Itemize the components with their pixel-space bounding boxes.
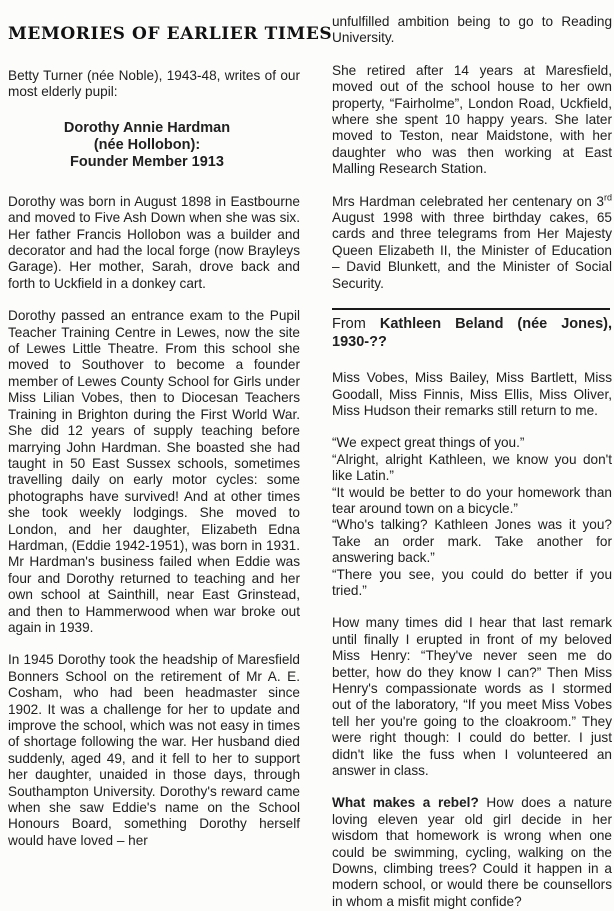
quote-line-2: “Alright, alright Kathleen, we know you don't like Latin.” [332, 451, 612, 484]
quote-line-1: “We expect great things of you.” [332, 435, 525, 451]
rebel-question-body: How does a nature loving eleven year old girl decide in her wisdom that homework is wrong when one could be swimming, cycling, walking on the Downs, climbing trees? Could it happen in a modern school, or would there be counsellors in whom a misfit might confide? [332, 795, 613, 909]
rebel-question-lead: What makes a rebel? [332, 795, 479, 811]
paragraph-dorothy-birth: Dorothy was born in August 1898 in Eastbourne and moved to Five Ash Down when she was six. Her father Francis Hollobon was a builder and decorator and had the local forge (now Brayleys Garage). Her mother, Sarah, drove back and forth to Uckfield in a donkey cart. [8, 193, 300, 291]
subheading-line-3: Founder Member 1913 [70, 153, 224, 170]
article-subheading [8, 120, 286, 171]
paragraph-dorothy-career: Dorothy passed an entrance exam to the Pupil Teacher Training Centre in Lewes, now the site of Lewes Little Theatre. From this school she moved to Southover to become a founder member of Lewes County School for Girls under Miss Lilian Vobes, then to Diocesan Teachers Training in Brighton during the First World War. She did 12 years of supply teaching before marrying John Hardman. She boasted she had taught in 50 East Sussex schools, sometimes travelling daily on early motor cycles: some photographs have survived! And at other times she took weekly lodgings. She moved to London, and her daughter, Elizabeth Edna Hardman, (Eddie 1942-1951), was born in 1931. Mr Hardman's business failed when Eddie was four and Dorothy returned to teaching and her own school at Sainthill, near East Grinstead, and then to Hammerwood when war broke out again in 1939. [8, 308, 300, 635]
subheading-line-2: (née Hollobon): [93, 136, 201, 153]
intro-paragraph: Betty Turner (née Noble), 1943-48, writes of our most elderly pupil: [8, 68, 300, 100]
paragraph-what-makes-a-rebel [332, 795, 612, 910]
section-heading [332, 315, 612, 351]
quotes-block [332, 435, 612, 599]
centenary-text-end: August 1998 with three birthday cakes, 65 cards and three telegrams from Her Majesty Queen Elizabeth II, the Minister of Education – David Blunkett, and the Minister of Social Security. [332, 210, 612, 291]
paragraph-centenary [332, 194, 612, 292]
ordinal-superscript: rd [603, 192, 612, 203]
right-column [332, 14, 612, 911]
quote-line-3: “It would be better to do your homework than tear around town on a bicycle.” [332, 484, 612, 516]
subheading-line-1: Dorothy Annie Hardman [63, 119, 231, 136]
paragraph-teachers-list: Miss Vobes, Miss Bailey, Miss Bartlett, Miss Goodall, Miss Finnis, Miss Ellis, Miss Oliver, Miss Hudson their remarks still return to me. [332, 370, 612, 418]
paragraph-unfulfilled-ambition: unfulfilled ambition being to go to Reading University. [332, 14, 612, 46]
section-heading-author: Kathleen Beland (née Jones), 1930-?? [332, 316, 613, 351]
centenary-text-start: Mrs Hardman celebrated her centenary on 3 [332, 193, 604, 209]
paragraph-retirement: She retired after 14 years at Maresfield, moved out of the school house to her own property, “Fairholme”, London Road, Uckfield, where she spent 10 happy years. She later moved to Teston, near Maidstone, with her daughter who was then working at East Malling Research Station. [332, 62, 612, 177]
section-divider [332, 308, 610, 310]
quote-line-4: “Who's talking? Kathleen Jones was it you? Take an order mark. Take another for answering back.” [332, 517, 612, 566]
section-heading-prefix: From [332, 316, 380, 333]
left-column [8, 14, 333, 911]
page-title: MEMORIES OF EARLIER TIMES [8, 24, 333, 44]
paragraph-dorothy-headship: In 1945 Dorothy took the headship of Maresfield Bonners School on the retirement of Mr A. E. Cosham, who had been headmaster since 1902. It was a challenge for her to update and improve the school, which was not easy in times of shortage following the war. Her husband died suddenly, aged 49, and it fell to her to support her daughter, unaided in those days, through Southampton University. Dorothy's reward came when she saw Eddie's name on the School Honours Board, something Dorothy herself would have loved – her [8, 652, 300, 848]
paragraph-last-remark: How many times did I hear that last remark until finally I erupted in front of my beloved Miss Henry: “They've never seen me do better, how do they know I can?” Then Miss Henry's compassionate words as I stormed out of the laboratory, “If you meet Miss Vobes tell her you're going to the cloakroom.” They were right though: I could do better. I just didn't like the fuss when I volunteered an answer in class. [332, 615, 612, 779]
quote-line-5: “There you see, you could do better if you tried.” [332, 566, 612, 598]
